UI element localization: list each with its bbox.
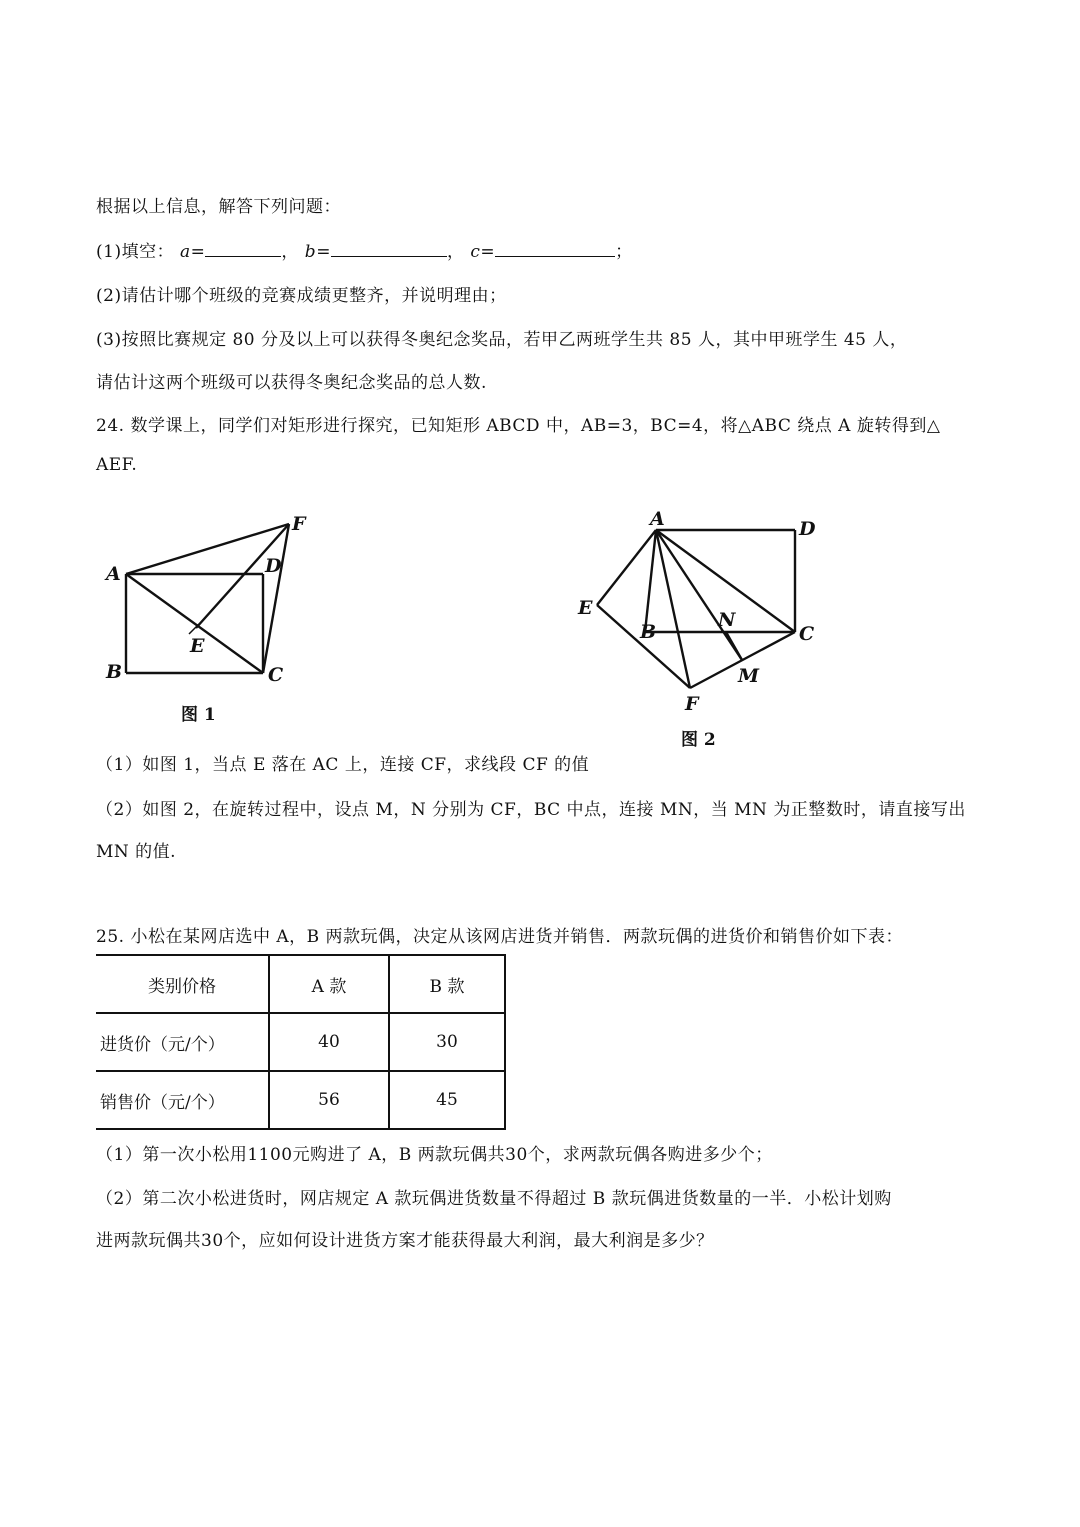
q24-part1: （1）如图 1，当点 E 落在 AC 上，连接 CF，求线段 CF 的值 [96, 755, 590, 775]
table-cell: 40 [269, 1013, 389, 1071]
q25-part2-line2: 进两款玩偶共30个，应如何设计进货方案才能获得最大利润，最大利润是多少？ [96, 1231, 714, 1251]
fig1-right-angle [189, 624, 199, 634]
q25-part2-line1: （2）第二次小松进货时，网店规定 A 款玩偶进货数量不得超过 B 款玩偶进货数量的一半．小松计划购 [96, 1189, 892, 1209]
fig2-label-m: M [738, 665, 760, 687]
table-row [96, 1013, 505, 1071]
fig1-label-d: D [265, 555, 282, 577]
fig2-seg-ef [597, 605, 690, 688]
fig2-label-a: A [650, 508, 665, 530]
var-a: a [180, 242, 191, 262]
q23-part1-prefix: (1)填空： [96, 242, 175, 262]
fig2-label-e: E [578, 597, 593, 619]
fig2-seg-ab [645, 530, 656, 632]
table-cell: 销售价（元/个） [96, 1071, 269, 1129]
fig1-label-a: A [106, 563, 121, 585]
figure-2 [597, 530, 795, 688]
fig1-label-e: E [190, 635, 205, 657]
fig1-seg-ac [126, 574, 263, 673]
table-cell: 56 [269, 1071, 389, 1129]
q23-part3-line1: (3)按照比赛规定 80 分及以上可以获得冬奥纪念奖品，若甲乙两班学生共 85 人，其中甲班学生 45 人， [96, 330, 908, 350]
fig2-label-d: D [799, 518, 816, 540]
q23-part2: (2)请估计哪个班级的竞赛成绩更整齐，并说明理由； [96, 286, 507, 306]
figures-canvas [0, 0, 1080, 760]
fig1-label-b: B [106, 661, 123, 683]
table-cell: 30 [389, 1013, 505, 1071]
q24-part2-line1: （2）如图 2，在旋转过程中，设点 M，N 分别为 CF，BC 中点，连接 MN，当 MN 为正整数时，请直接写出 [96, 800, 966, 820]
table-cell: 45 [389, 1071, 505, 1129]
fig1-seg-cf [263, 524, 289, 673]
table-header-cell: A 款 [269, 955, 389, 1013]
fig2-label-c: C [799, 623, 815, 645]
fig2-caption: 图 2 [681, 730, 716, 750]
table-header-cell: B 款 [389, 955, 505, 1013]
fig1-label-c: C [268, 664, 284, 686]
q24-part2-line2: MN 的值. [96, 842, 177, 862]
q24-stem-line1: 24. 数学课上，同学们对矩形进行探究，已知矩形 ABCD 中，AB=3，BC=4，将△ABC 绕点 A 旋转得到△ [96, 416, 941, 436]
fig1-caption: 图 1 [181, 705, 216, 725]
q23-intro: 根据以上信息，解答下列问题： [96, 197, 341, 217]
q25-stem: 25. 小松在某网店选中 A，B 两款玩偶，决定从该网店进货并销售．两款玩偶的进货价和销售价如下表： [96, 927, 904, 947]
fig2-seg-mn [726, 632, 742, 660]
end-mark: ； [615, 242, 633, 262]
comma-1: ， [281, 242, 299, 262]
var-b: b [304, 242, 317, 262]
table-cell: 进货价（元/个） [96, 1013, 269, 1071]
eq-a: = [190, 242, 206, 262]
var-c: c [470, 242, 481, 262]
fig2-label-f: F [685, 693, 699, 715]
fig2-label-b: B [640, 621, 657, 643]
price-table [96, 954, 506, 1130]
q24-stem-line2: AEF. [96, 455, 138, 475]
fig2-label-n: N [718, 609, 736, 631]
q23-part3-line2: 请估计这两个班级可以获得冬奥纪念奖品的总人数. [96, 373, 487, 393]
table-header-row [96, 955, 505, 1013]
eq-c: = [480, 242, 496, 262]
fig1-label-f: F [292, 513, 306, 535]
figure-1 [126, 524, 289, 673]
table-header-cell: 类别价格 [96, 955, 269, 1013]
comma-2: ， [446, 242, 465, 262]
eq-b: = [316, 242, 331, 262]
table-row [96, 1071, 505, 1129]
q25-part1: （1）第一次小松用1100元购进了 A，B 两款玩偶共30个，求两款玩偶各购进多少个； [96, 1145, 773, 1165]
fig2-seg-ae [597, 530, 656, 605]
